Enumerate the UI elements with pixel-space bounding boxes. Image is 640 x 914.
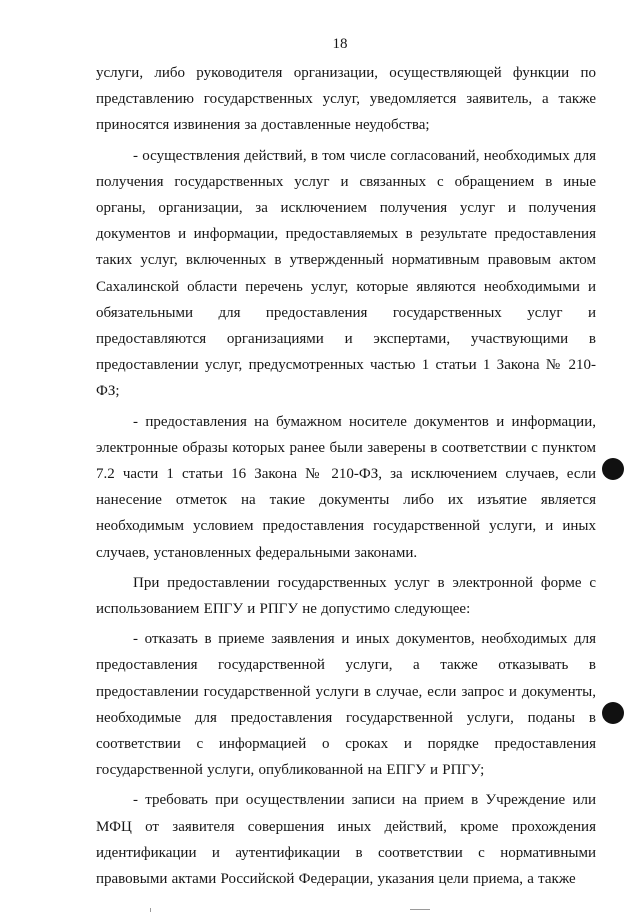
scan-artifact xyxy=(410,909,430,910)
paragraph-list-item-appointment: - требовать при осуществлении записи на прием в Учреждение или МФЦ от заявителя совершения иных действий, кроме прохождения идентификации и аутентификации в соответствии с нормативными правовыми актами Российской Федерации, указания цели приема, а также xyxy=(96,792,596,888)
paragraph-continuation: услуги, либо руководителя организации, осуществляющей функции по представлению государственных услуг, уведомляется заявитель, а также приносятся извинения за доставленные неудобства; xyxy=(96,65,596,134)
paragraph-list-item-actions: - осуществления действий, в том числе согласований, необходимых для получения государственных услуг и связанных с обращением в иные органы, организации, за исключением получения услуг и получения документов и информации, предоставляемых в результате предоставления таких услуг, включенных в утвержденный нормативным правовым актом Сахалинской области перечень услуг, которые являются необходимыми и обязательными для предоставления государственных услуг и предоставляются организациями и экспертами, участвующими в предоставлении услуг, предусмотренных частью 1 статьи 1 Закона № 210-ФЗ; xyxy=(96,147,596,400)
scan-artifact xyxy=(150,908,151,912)
binder-hole-mark xyxy=(602,458,624,480)
paragraph-list-item-paper-documents: - предоставления на бумажном носителе документов и информации, электронные образы которых ранее были заверены в соответствии с пунктом 7.2 части 1 статьи 16 Закона № 210-ФЗ, за исключением случаев, если нанесение отметок на такие документы либо их изъятие является необходимым условием предоставления государственной услуги, и иных случаев, установленных федеральными законами. xyxy=(96,413,596,561)
binder-hole-mark xyxy=(602,702,624,724)
page-number: 18 xyxy=(332,36,348,52)
paragraph-list-item-refusal: - отказать в приеме заявления и иных документов, необходимых для предоставления государственной услуги, а также отказывать в предоставлении государственной услуги в случае, если запрос и документы, необходимые для предоставления государственной услуги, поданы в соответствии с информацией о сроках и порядке предоставления государственной услуги, опубликованной на ЕПГУ и РПГУ; xyxy=(96,631,596,779)
paragraph-electronic-form-intro: При предоставлении государственных услуг в электронной форме с использованием ЕПГУ и РПГУ не допустимо следующее: xyxy=(96,574,596,618)
document-body xyxy=(96,60,596,892)
